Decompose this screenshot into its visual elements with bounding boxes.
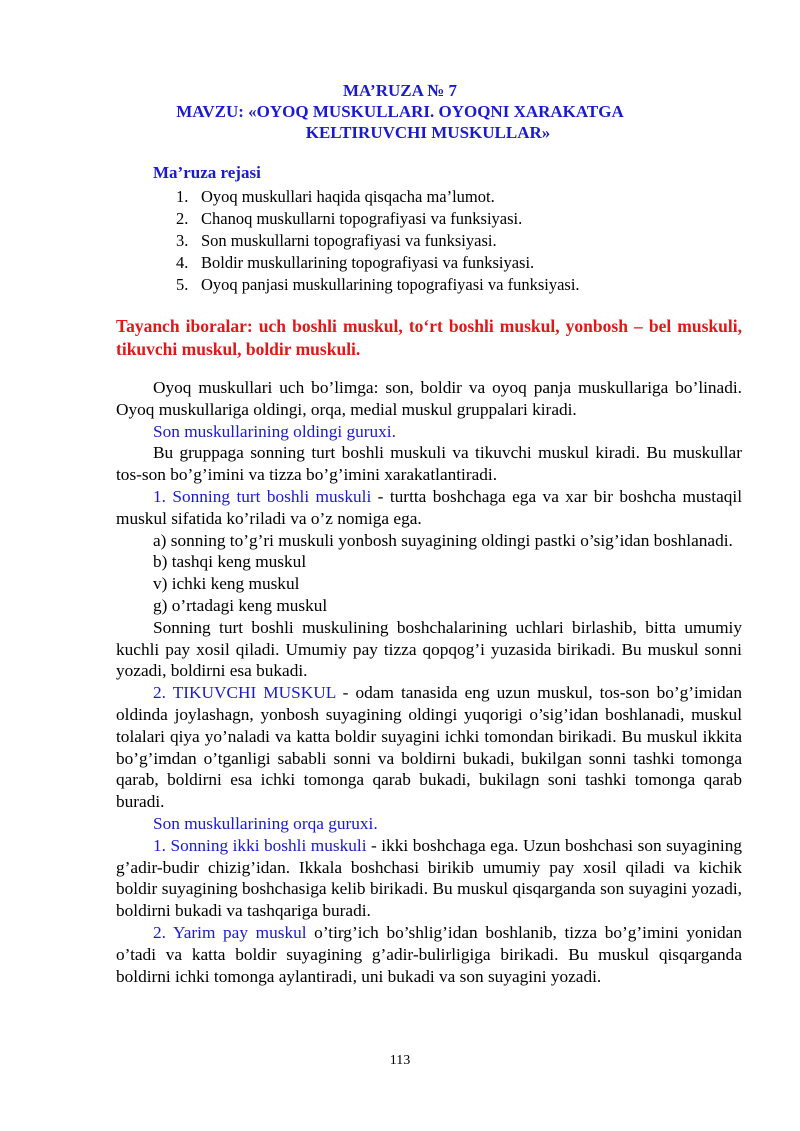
plan-item: 2. Chanoq muskullarni topografiyasi va funksiyasi.: [176, 209, 523, 228]
body-text: [116, 377, 742, 987]
paragraph: 1. Sonning turt boshli muskuli - turtta boshchaga ega va xar bir boshcha mustaqil muskul sifatida ko’riladi va o’z nomiga ega.: [116, 486, 742, 528]
page-number: 113: [389, 1053, 411, 1068]
paragraph: 2. TIKUVCHI MUSKUL - odam tanasida eng uzun muskul, tos-son bo’g’imidan oldinda joylashagn, yonbosh suyagining oldingi yuqorigi o’sig’idan boshlanadi, muskul tolalari qiya yo’naladi va katta boldir suyagini ichki tomondan birikadi. Bu muskul ikkita bo’g’imdan o’tganligi sababli sonni va boldirni bukadi, bukilgan sonni tashki tomonga qarab, boldirni esa ichki tomonga qarab bukadi, bukilagn soni tashki tomonga qarab buradi.: [116, 683, 742, 812]
plan-item: 4. Boldir muskullarining topografiyasi va funksiyasi.: [176, 253, 535, 272]
plan-list: [176, 186, 580, 296]
term: 1. Sonning ikki boshli muskuli: [153, 835, 367, 855]
paragraph: Oyoq muskullari uch bo’limga: son, boldir va oyoq panja muskullariga bo’linadi. Oyoq muskullariga oldingi, orqa, medial muskul gruppalari kiradi.: [116, 378, 742, 419]
paragraph: Bu gruppaga sonning turt boshli muskuli va tikuvchi muskul kiradi. Bu muskullar tos-son bo’g’imini va tizza bo’g’imini xarakatlantiradi.: [116, 443, 742, 485]
paragraph: a) sonning to’g’ri muskuli yonbosh suyagining oldingi pastki o’sig’idan boshlanadi.: [153, 530, 733, 550]
paragraph: g) o’rtadagi keng muskul: [153, 595, 328, 615]
term: 2. TIKUVCHI MUSKUL: [153, 683, 336, 703]
paragraph: b) tashqi keng muskul: [153, 552, 307, 572]
paragraph: 2. Yarim pay muskul o’tirg’ich bo’shlig’idan boshlanib, tizza bo’g’imini yonidan o’tadi va katta boldir suyagining g’adir-bulirligiga birikadi. Bu muskul qisqarganda boldirni ichki tomonga aylantiradi, uni bukadi va son suyagini yozadi.: [116, 922, 742, 986]
paragraph: v) ichki keng muskul: [153, 574, 300, 594]
key-phrases: Tayanch iboralar: uch boshli muskul, to‘rt boshli muskul, yonbosh – bel muskuli, tikuvchi muskul, boldir muskuli.: [116, 316, 742, 359]
lecture-number: MA’RUZA № 7: [342, 81, 458, 100]
topic-title-line2: KELTIRUVCHI MUSKULLAR»: [305, 123, 551, 142]
plan-item: 1. Oyoq muskullari haqida qisqacha ma’lumot.: [176, 187, 495, 206]
plan-heading: Ma’ruza rejasi: [153, 163, 261, 182]
topic-title-line1: MAVZU: «OYOQ MUSKULLARI. OYOQNI XARAKATGA: [176, 102, 624, 121]
term: 1. Sonning turt boshli muskuli: [153, 486, 372, 506]
term: 2. Yarim pay muskul: [153, 922, 307, 942]
paragraph: Sonning turt boshli muskulining boshchalarining uchlari birlashib, bitta umumiy kuchli pay xosil qiladi. Umumiy pay tizza qopqog’i yuzasida birikadi. Bu muskul sonni yozadi, boldirni esa bukadi.: [116, 617, 742, 681]
section-heading-back: Son muskullarining orqa guruxi.: [153, 813, 378, 833]
paragraph: 1. Sonning ikki boshli muskuli - ikki boshchaga ega. Uzun boshchasi son suyagining g’adir-budir chizig’idan. Ikkala boshchasi birikib umumiy pay xosil qiladi va kichik boldir suyagining boshchasiga kelib birikadi. Bu muskul qisqarganda son suyagini yozadi, boldirni bukadi va tashqariga buradi.: [116, 835, 742, 921]
plan-item: 5. Oyoq panjasi muskullarining topografiyasi va funksiyasi.: [176, 275, 580, 294]
plan-item: 3. Son muskullarni topografiyasi va funksiyasi.: [176, 231, 497, 250]
section-heading-front: Son muskullarining oldingi guruxi.: [153, 421, 396, 441]
